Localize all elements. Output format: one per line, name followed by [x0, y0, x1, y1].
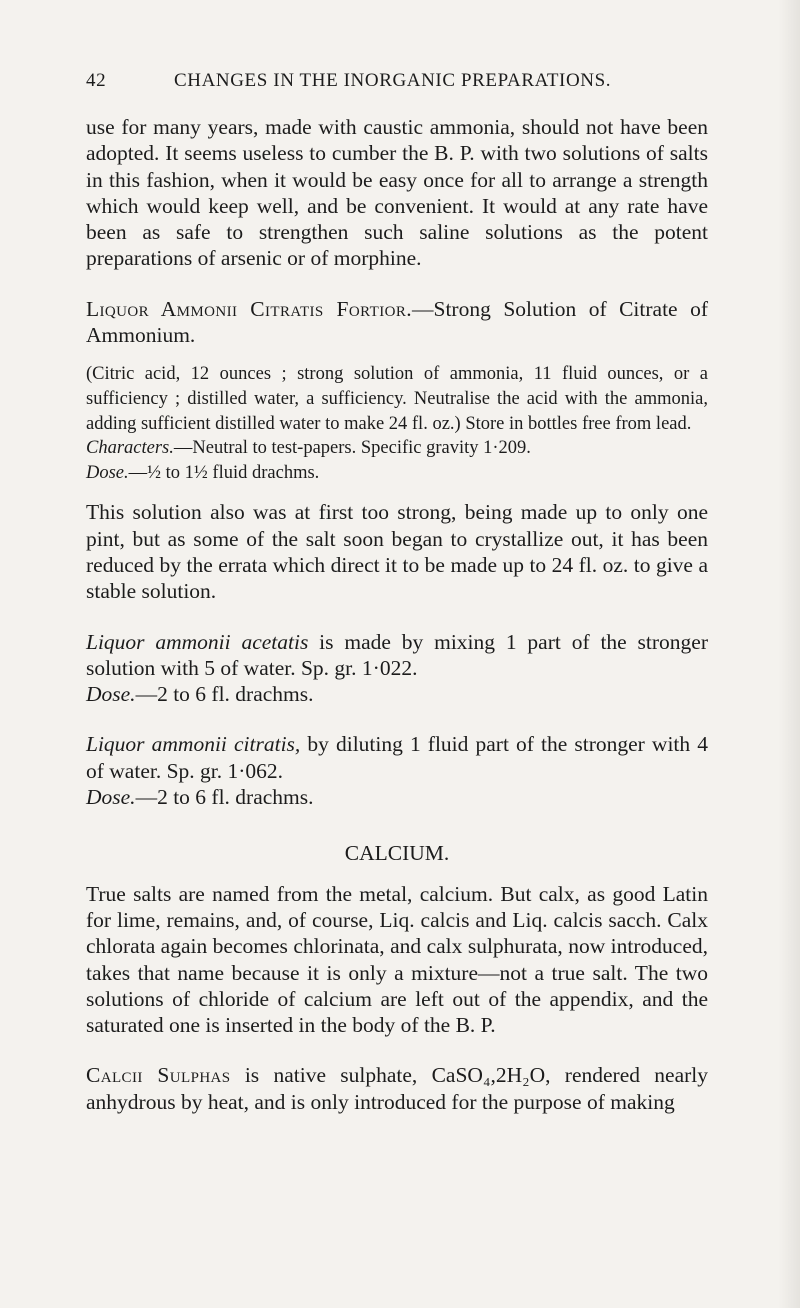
calcii-sulphas-title: Calcii Sulphas [86, 1063, 231, 1088]
liquor-citratis-paragraph [86, 731, 708, 784]
strong-note-paragraph: This solution also was at first too strong, being made up to only one pint, but as some of the salt soon began to crystallize out, it has been reduced by the errata which direct it to be made up to 24 fl. oz. to give a stable solution. [86, 500, 708, 604]
calcium-paragraph: True salts are named from the metal, calcium. But calx, as good Latin for lime, remains, and, of course, Liq. calcis and Liq. calcis sacch. Calx chlorata again becomes chlorinata, and calx sulphurata, now introduced, takes that name because it is only a mixture—not a true salt. The two solutions of chloride of calcium are left out of the appendix, and the saturated one is inserted in the body of the B. P. [86, 881, 708, 1038]
liquor-acetatis-paragraph [86, 629, 708, 682]
acetatis-dose-text: —2 to 6 fl. drachms. [135, 682, 314, 707]
liquor-acetatis-text: is made by mixing 1 part of the stronger solution with 5 of water. Sp. gr. 1·022. [86, 629, 708, 680]
liquor-strong-heading-paragraph [86, 296, 708, 349]
liquor-strong-title: Liquor Ammonii Citratis Fortior. [86, 296, 412, 321]
calcii-sulphas-paragraph [86, 1062, 708, 1115]
calcii-sulphas-text: is native sulphate, CaSO₄,2H₂O, rendered nearly anhydrous by heat, and is only introduced for the purpose of making [86, 1063, 708, 1114]
liquor-acetatis-dose [86, 681, 708, 707]
citratis-dose-label: Dose. [86, 785, 136, 810]
page-body [86, 114, 708, 1115]
liquor-strong-dose [86, 461, 708, 486]
page-number: 42 [86, 70, 107, 91]
running-title: CHANGES IN THE INORGANIC PREPARATIONS. [174, 70, 612, 91]
liquor-strong-details [86, 362, 708, 485]
liquor-citratis-name: Liquor ammonii citratis, [86, 732, 301, 757]
dose-label: Dose. [86, 462, 129, 483]
liquor-citratis-text: by diluting 1 fluid part of the stronger with 4 of water. Sp. gr. 1·062. [86, 732, 708, 783]
page-edge-shadow [778, 0, 800, 1308]
liquor-strong-characters [86, 436, 708, 461]
calcium-heading: CALCIUM. [344, 841, 450, 866]
characters-text: —Neutral to test-papers. Specific gravity 1·209. [173, 438, 531, 459]
liquor-acetatis-name: Liquor ammonii acetatis [86, 629, 309, 654]
intro-paragraph: use for many years, made with caustic ammonia, should not have been adopted. It seems useless to cumber the B. P. with two solutions of salts in this fashion, when it would be easy once for all to arrange a strength which would keep well, and be convenient. It would at any rate have been as safe to strengthen such saline solutions as the potent preparations of arsenic or of morphine. [86, 115, 708, 271]
liquor-citratis-dose [86, 784, 708, 810]
liquor-strong-subtitle: —Strong Solution of Citrate of Ammonium. [86, 296, 708, 348]
liquor-strong-recipe: (Citric acid, 12 ounces ; strong solution of ammonia, 11 fluid ounces, or a sufficiency ; distilled water, a sufficiency. Neutralise the acid with the ammonia, adding sufficient distilled water to make 24 fl. oz.) Store in bottles free from lead. [86, 364, 708, 434]
characters-label: Characters. [86, 438, 174, 459]
dose-text: —½ to 1½ fluid drachms. [128, 462, 320, 483]
citratis-dose-text: —2 to 6 fl. drachms. [135, 785, 314, 810]
acetatis-dose-label: Dose. [86, 682, 136, 707]
